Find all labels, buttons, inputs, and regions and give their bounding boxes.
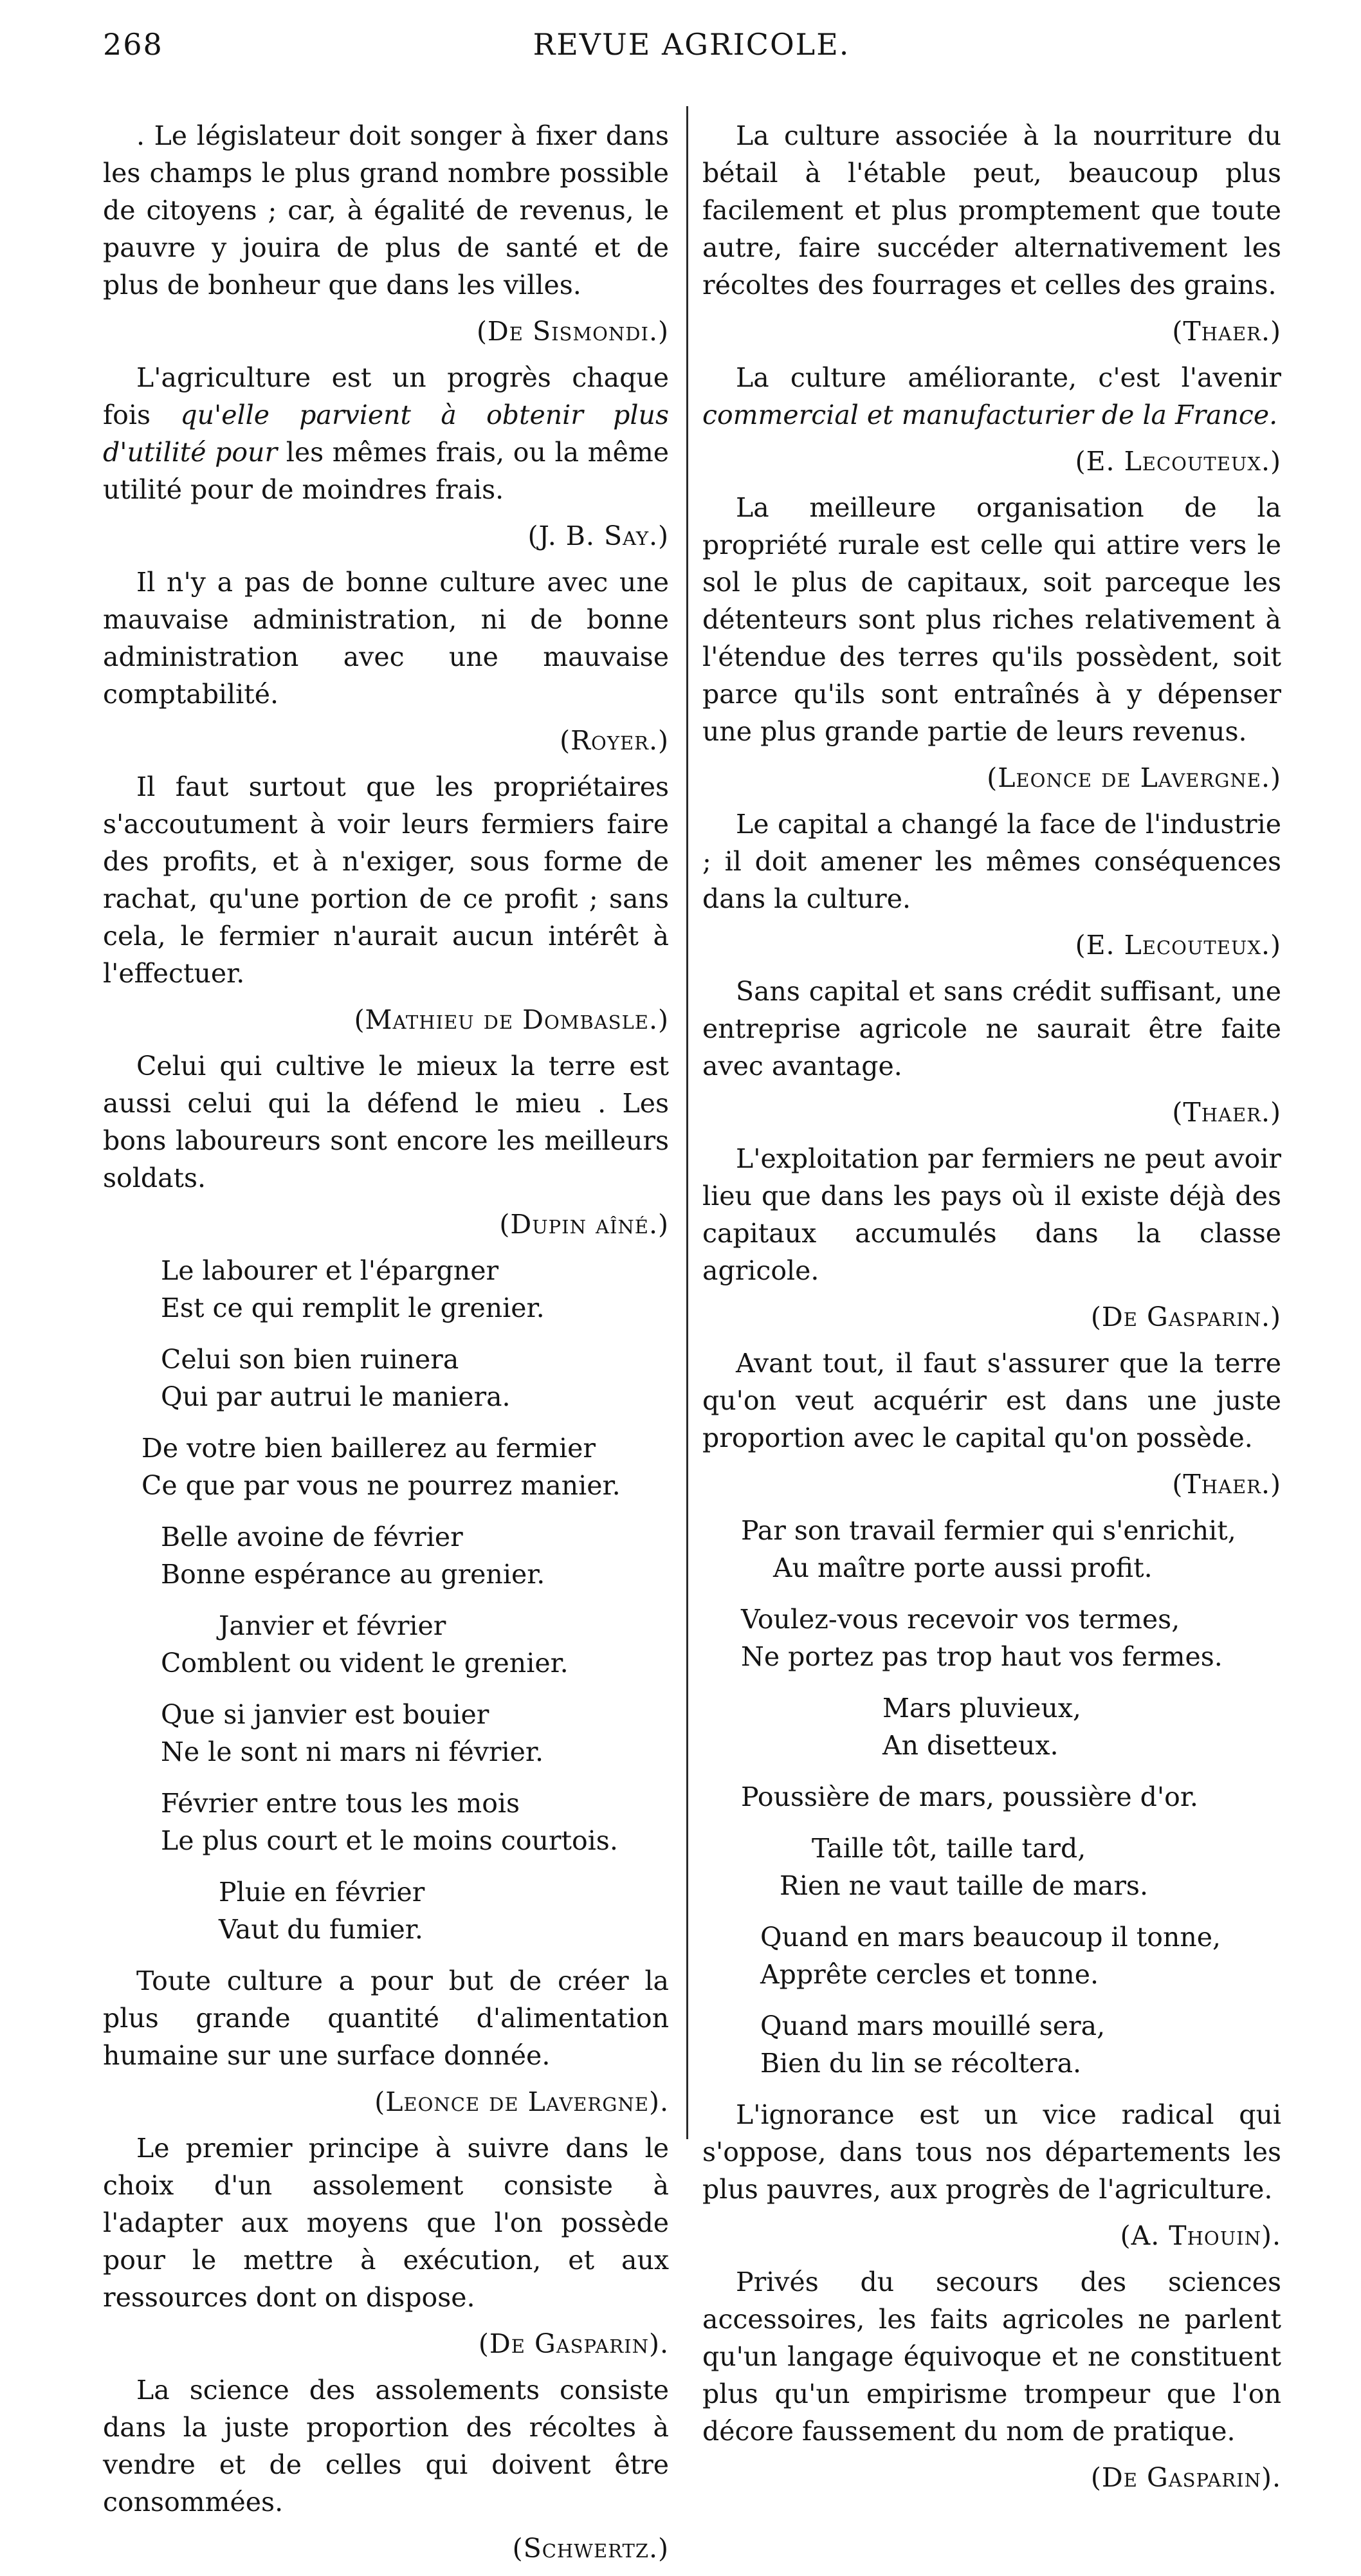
attribution: (Royer.) bbox=[560, 725, 669, 756]
attribution: (De Sismondi.) bbox=[476, 316, 669, 347]
attribution: (Thaer.) bbox=[1172, 316, 1281, 347]
proverb-verse bbox=[702, 1778, 1281, 1816]
proverb-verse bbox=[702, 1689, 1281, 1764]
attribution: (E. Lecouteux.) bbox=[1075, 930, 1281, 961]
quote-paragraph: Sans capital et sans crédit suffisant, une entreprise agricole ne saurait être faite avec avantage. bbox=[702, 976, 1281, 1081]
attribution: (Leonce de Lavergne.) bbox=[987, 762, 1281, 793]
left-column bbox=[103, 117, 669, 2576]
quote-paragraph: L'exploitation par fermiers ne peut avoir lieu que dans les pays où il existe déjà des capitaux accumulés dans la classe agricole. bbox=[702, 1143, 1281, 1286]
quote-paragraph: Le capital a changé la face de l'industrie ; il doit amener les mêmes conséquences dans la culture. bbox=[702, 809, 1281, 914]
quote-paragraph: La science des assolements consiste dans la juste proportion des récoltes à vendre et de celles qui doivent être consommées. bbox=[103, 2375, 669, 2517]
quote-paragraph: Avant tout, il faut s'assurer que la terre qu'on veut acquérir est dans une juste proportion avec le capital qu'on possède. bbox=[702, 1348, 1281, 1453]
verse-line: Ce que par vous ne pourrez manier. bbox=[142, 1470, 621, 1501]
verse-line: An disetteux. bbox=[882, 1730, 1059, 1761]
verse-line: Voulez-vous recevoir vos termes, bbox=[741, 1604, 1180, 1635]
proverb-verse bbox=[702, 1918, 1281, 1993]
verse-line: Poussière de mars, poussière d'or. bbox=[741, 1781, 1198, 1812]
verse-line: Est ce qui remplit le grenier. bbox=[161, 1293, 545, 1323]
verse-line: Mars pluvieux, bbox=[882, 1693, 1081, 1724]
quote-paragraph: L'agriculture est un progrès chaque fois qu'elle parvient à obtenir plus d'utilité pour les mêmes frais, ou la même utilité pour de moindres frais. bbox=[103, 362, 669, 505]
quote-paragraph: Il n'y a pas de bonne culture avec une mauvaise administration, ni de bonne administration avec une mauvaise comptabilité. bbox=[103, 567, 669, 710]
verse-line: Ne le sont ni mars ni février. bbox=[161, 1736, 544, 1767]
running-header bbox=[103, 27, 1280, 78]
attribution: (Thaer.) bbox=[1172, 1469, 1281, 1500]
verse-line: Quand en mars beaucoup il tonne, bbox=[760, 1922, 1221, 1953]
verse-line: Le labourer et l'épargner bbox=[161, 1255, 499, 1286]
quote-paragraph: Privés du secours des sciences accessoires, les faits agricoles ne parlent qu'un langage équivoque et ne constituent plus qu'un empirisme trompeur que l'on décore faussement du nom de pratique. bbox=[702, 2267, 1281, 2447]
verse-line: Vaut du fumier. bbox=[219, 1914, 423, 1945]
attribution: (J. B. Say.) bbox=[527, 520, 669, 551]
proverb-verse bbox=[103, 1607, 669, 1682]
verse-line: Par son travail fermier qui s'enrichit, bbox=[741, 1515, 1236, 1546]
verse-line: Février entre tous les mois bbox=[161, 1788, 520, 1819]
quote-paragraph: . Le législateur doit songer à fixer dans les champs le plus grand nombre possible de citoyens ; car, à égalité de revenus, le pauvre y jouira de plus de santé et de plus de bonheur que dans les villes. bbox=[103, 120, 669, 300]
verse-line: Janvier et février bbox=[219, 1610, 446, 1641]
journal-title: REVUE AGRICOLE. bbox=[533, 27, 850, 62]
proverb-verse bbox=[103, 1785, 669, 1859]
proverb-verse bbox=[103, 1252, 669, 1327]
proverb-verse bbox=[103, 1430, 669, 1504]
page-number: 268 bbox=[103, 27, 163, 62]
quote-paragraph: La meilleure organisation de la propriété rurale est celle qui attire vers le sol le plus de capitaux, soit parceque les détenteurs sont plus riches relativement à l'étendue des terres qu'ils possèdent, soit parce qu'ils sont entraînés à y dépenser une plus grande partie de leurs revenus. bbox=[702, 492, 1281, 747]
attribution: (Mathieu de Dombasle.) bbox=[354, 1004, 669, 1035]
verse-line: Bonne espérance au grenier. bbox=[161, 1559, 545, 1590]
proverb-verse bbox=[103, 1696, 669, 1771]
verse-line: Ne portez pas trop haut vos fermes. bbox=[741, 1641, 1223, 1672]
attribution: (De Gasparin). bbox=[1090, 2462, 1281, 2493]
proverb-verse bbox=[702, 1512, 1281, 1587]
quote-paragraph: Toute culture a pour but de créer la plus grande quantité d'alimentation humaine sur une surface donnée. bbox=[103, 1965, 669, 2071]
proverb-verse bbox=[103, 1873, 669, 1948]
attribution: (Leonce de Lavergne). bbox=[374, 2086, 669, 2117]
attribution: (E. Lecouteux.) bbox=[1075, 446, 1281, 477]
verse-line: Pluie en février bbox=[219, 1877, 425, 1908]
verse-line: Apprête cercles et tonne. bbox=[760, 1959, 1099, 1990]
proverb-verse bbox=[702, 1830, 1281, 1904]
attribution: (De Gasparin). bbox=[478, 2328, 669, 2359]
proverb-verse bbox=[702, 2007, 1281, 2082]
column-divider bbox=[686, 106, 688, 2139]
verse-line: Au maître porte aussi profit. bbox=[773, 1552, 1153, 1583]
verse-line: Le plus court et le moins courtois. bbox=[161, 1825, 618, 1856]
attribution: (A. Thouin). bbox=[1120, 2220, 1281, 2251]
verse-line: Bien du lin se récoltera. bbox=[760, 2048, 1082, 2079]
proverb-verse bbox=[103, 1518, 669, 1593]
proverb-verse bbox=[103, 1341, 669, 1415]
verse-line: Quand mars mouillé sera, bbox=[760, 2010, 1106, 2041]
attribution: (Dupin aîné.) bbox=[499, 1209, 669, 1240]
quote-paragraph: La culture associée à la nourriture du bétail à l'étable peut, beaucoup plus facilement et plus promptement que toute autre, faire succéder alternativement les récoltes des fourrages et celles des grains. bbox=[702, 120, 1281, 300]
verse-line: De votre bien baillerez au fermier bbox=[142, 1433, 596, 1464]
attribution: (Thaer.) bbox=[1172, 1097, 1281, 1128]
proverb-verse bbox=[702, 1601, 1281, 1675]
attribution: (Schwertz.) bbox=[512, 2533, 669, 2564]
verse-line: Qui par autrui le maniera. bbox=[161, 1381, 511, 1412]
verse-line: Taille tôt, taille tard, bbox=[812, 1833, 1086, 1864]
verse-line: Comblent ou vident le grenier. bbox=[161, 1648, 569, 1679]
quote-paragraph: La culture améliorante, c'est l'avenir commercial et manufacturier de la France. bbox=[702, 362, 1281, 430]
verse-line: Belle avoine de février bbox=[161, 1522, 463, 1552]
verse-line: Celui son bien ruinera bbox=[161, 1344, 459, 1375]
attribution: (De Gasparin.) bbox=[1090, 1302, 1281, 1332]
right-column bbox=[702, 117, 1281, 2505]
quote-paragraph: L'ignorance est un vice radical qui s'oppose, dans tous nos départements les plus pauvres, aux progrès de l'agriculture. bbox=[702, 2099, 1281, 2205]
verse-line: Rien ne vaut taille de mars. bbox=[780, 1870, 1148, 1901]
verse-line: Que si janvier est bouier bbox=[161, 1699, 489, 1730]
quote-paragraph: Celui qui cultive le mieux la terre est aussi celui qui la défend le mieu . Les bons laboureurs sont encore les meilleurs soldats. bbox=[103, 1051, 669, 1193]
quote-paragraph: Il faut surtout que les propriétaires s'accoutument à voir leurs fermiers faire des profits, et à n'exiger, sous forme de rachat, qu'une portion de ce profit ; sans cela, le fermier n'aurait aucun intérêt à l'effectuer. bbox=[103, 771, 669, 989]
quote-paragraph: Le premier principe à suivre dans le choix d'un assolement consiste à l'adapter aux moyens que l'on possède pour le mettre à exécution, et aux ressources dont on dispose. bbox=[103, 2133, 669, 2313]
